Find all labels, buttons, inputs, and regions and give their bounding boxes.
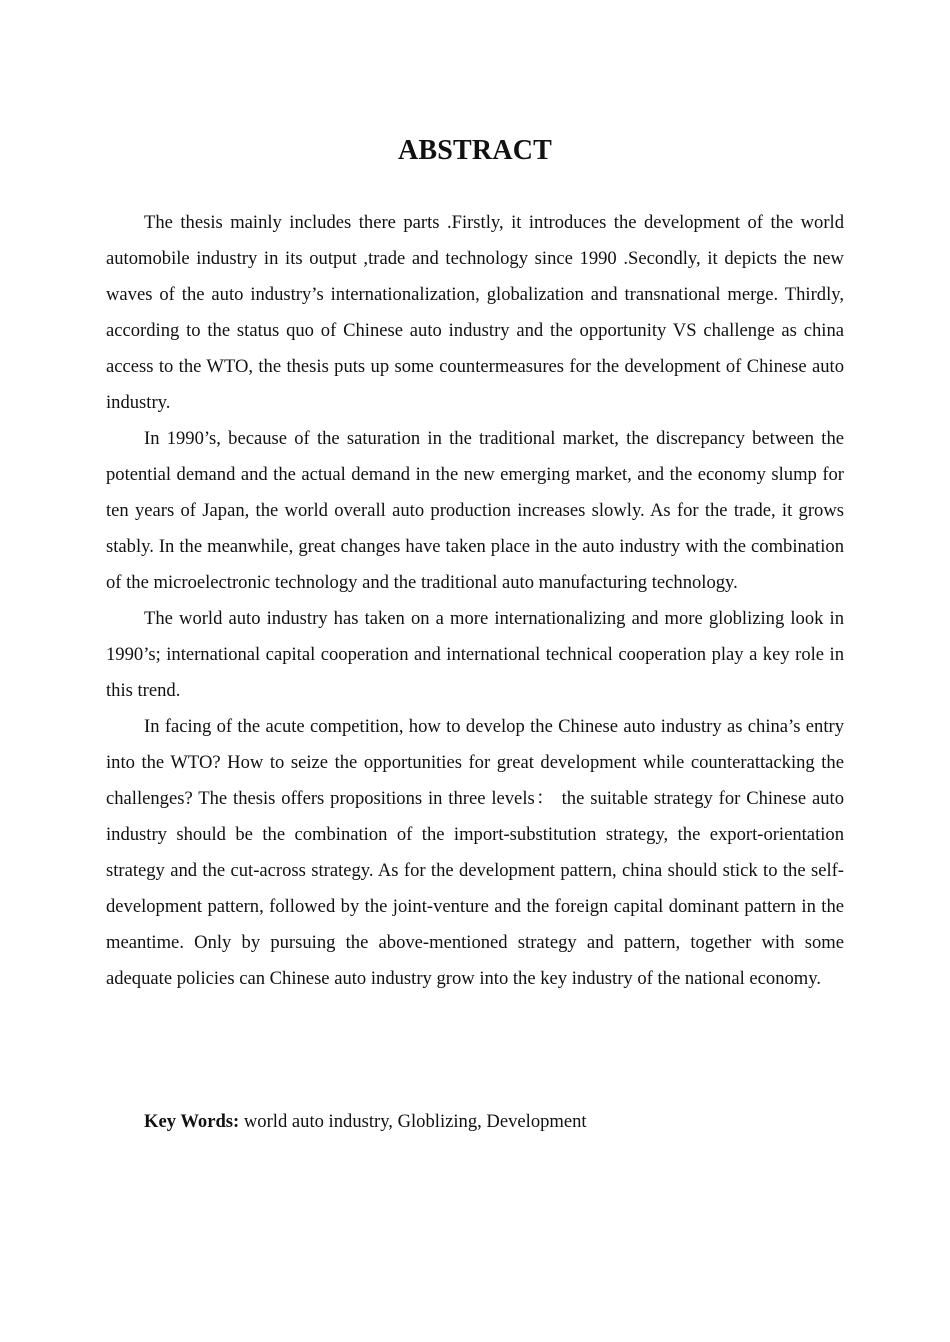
keywords-value: world auto industry, Globlizing, Development <box>239 1111 587 1132</box>
abstract-paragraph: In facing of the acute competition, how to develop the Chinese auto industry as china’s entry into the WTO? How to seize the opportunities for great development while counterattacking the challenges? The thesis offers propositions in three levels： the suitable strategy for Chinese auto industry should be the combination of the import-substitution strategy, the export-orientation strategy and the cut-across strategy. As for the development pattern, china should stick to the self-development pattern, followed by the joint-venture and the foreign capital dominant pattern in the meantime. Only by pursuing the above-mentioned strategy and pattern, together with some adequate policies can Chinese auto industry grow into the key industry of the national economy. <box>106 716 844 989</box>
keywords-line <box>106 1104 844 1140</box>
abstract-paragraph: The thesis mainly includes there parts .Firstly, it introduces the development of the world automobile industry in its output ,trade and technology since 1990 .Secondly, it depicts the new waves of the auto industry’s internationalization, globalization and transnational merge. Thirdly, according to the status quo of Chinese auto industry and the opportunity VS challenge as china access to the WTO, the thesis puts up some countermeasures for the development of Chinese auto industry. <box>106 212 844 413</box>
abstract-title: ABSTRACT <box>397 135 553 166</box>
abstract-body <box>106 205 844 997</box>
keywords-label: Key Words: <box>144 1111 240 1132</box>
abstract-paragraph: In 1990’s, because of the saturation in the traditional market, the discrepancy between the potential demand and the actual demand in the new emerging market, and the economy slump for ten years of Japan, the world overall auto production increases slowly. As for the trade, it grows stably. In the meanwhile, great changes have taken place in the auto industry with the combination of the microelectronic technology and the traditional auto manufacturing technology. <box>106 428 844 593</box>
abstract-paragraph: The world auto industry has taken on a more internationalizing and more globlizing look in 1990’s; international capital cooperation and international technical cooperation play a key role in this trend. <box>106 608 844 701</box>
